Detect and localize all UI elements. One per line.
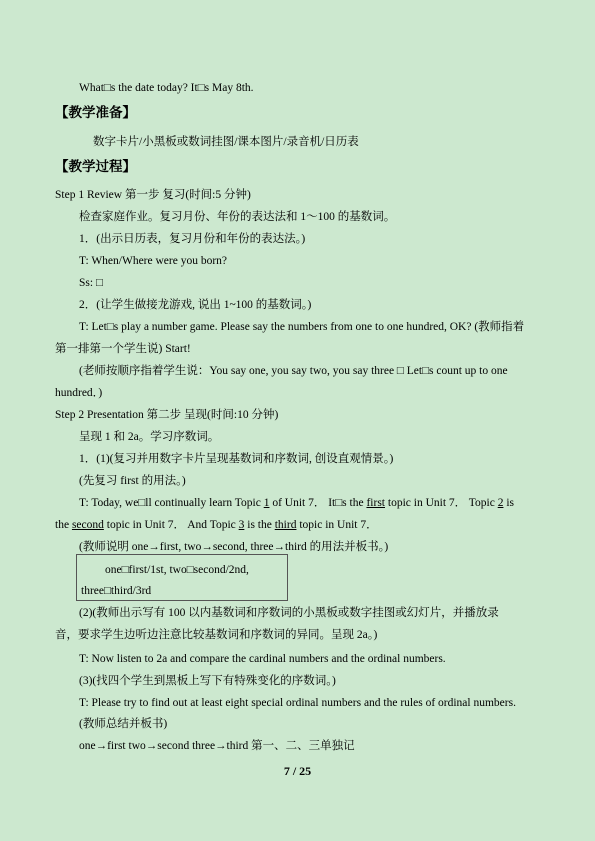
text-line: (教师说明 one→first, two→second, three→third 的用法并板书。) xyxy=(79,541,389,553)
text-line: (先复习 first 的用法。) xyxy=(79,475,186,487)
text-line: one→first two→second three→third 第一、二、三单独记 xyxy=(79,740,355,752)
text-line: (教师总结并板书) xyxy=(79,718,168,730)
text-line: 检查家庭作业。复习月份、年份的表达法和 1～100 的基数词。 xyxy=(79,211,396,223)
text-line: 1．(1)(复习并用数字卡片呈现基数词和序数词, 创设直观情景。) xyxy=(79,453,394,465)
text-span: of Unit 7． It□s the xyxy=(269,497,367,509)
text-line xyxy=(55,518,378,532)
text-span: the xyxy=(55,519,72,531)
text-line: T: Let□s play a number game. Please say the numbers from one to one hundred, OK? (教师指着 xyxy=(79,321,525,333)
text-line: T: Now listen to 2a and compare the cardinal numbers and the ordinal numbers. xyxy=(79,653,446,665)
text-line: (3)(找四个学生到黑板上写下有特殊变化的序数词。) xyxy=(79,675,336,687)
text-line: T: Please try to find out at least eight special ordinal numbers and the rules of ordinal numbers. xyxy=(79,697,516,709)
box-line: three□third/3rd xyxy=(81,585,152,597)
step-heading: Step 2 Presentation 第二步 呈现(时间:10 分钟) xyxy=(55,409,279,421)
text-span: topic in Unit 7． And Topic xyxy=(103,519,239,531)
underlined-text: first xyxy=(366,497,385,509)
step-heading: Step 1 Review 第一步 复习(时间:5 分钟) xyxy=(55,189,251,201)
section-heading-preparation: 【教学准备】 xyxy=(55,105,136,120)
box-line: one□first/1st, two□second/2nd, xyxy=(105,564,249,576)
text-span: T: Today, we□ll continually learn Topic xyxy=(79,497,264,509)
text-line: (2)(教师出示写有 100 以内基数词和序数词的小黑板或数字挂图或幻灯片，并播放录 xyxy=(79,607,499,619)
text-line: 1．(出示日历表，复习月份和年份的表达法。) xyxy=(79,233,306,245)
text-line xyxy=(79,496,514,510)
text-line: 数字卡片/小黑板或数词挂图/课本图片/录音机/日历表 xyxy=(93,136,359,148)
text-line: T: When/Where were you born? xyxy=(79,255,228,267)
text-line: hundred．) xyxy=(55,387,103,399)
text-line: (老师按顺序指着学生说：You say one, you say two, you say three □ Let□s count up to one xyxy=(79,365,508,377)
page-number: 7 / 25 xyxy=(283,764,312,778)
underlined-text: 3 xyxy=(238,519,245,531)
text-line: Ss: □ xyxy=(79,277,103,289)
underlined-text: 1 xyxy=(263,497,270,509)
text-line: What□s the date today? It□s May 8th. xyxy=(79,82,254,94)
text-line: 2．(让学生做接龙游戏, 说出 1~100 的基数词。) xyxy=(79,299,312,311)
text-span: topic in Unit 7． Topic xyxy=(385,497,498,509)
text-line: 呈现 1 和 2a。学习序数词。 xyxy=(79,431,220,443)
underlined-text: 2 xyxy=(497,497,504,509)
underlined-text: third xyxy=(274,519,297,531)
text-line: 音，要求学生边听边注意比较基数词和序数词的异同。呈现 2a。) xyxy=(55,629,378,641)
text-span: topic in Unit 7． xyxy=(296,519,378,531)
section-heading-process: 【教学过程】 xyxy=(55,159,136,174)
underlined-text: second xyxy=(71,519,104,531)
text-span: is xyxy=(503,497,514,509)
text-span: is the xyxy=(244,519,275,531)
blackboard-box xyxy=(76,554,288,601)
text-line: 第一排第一个学生说) Start! xyxy=(55,343,191,355)
